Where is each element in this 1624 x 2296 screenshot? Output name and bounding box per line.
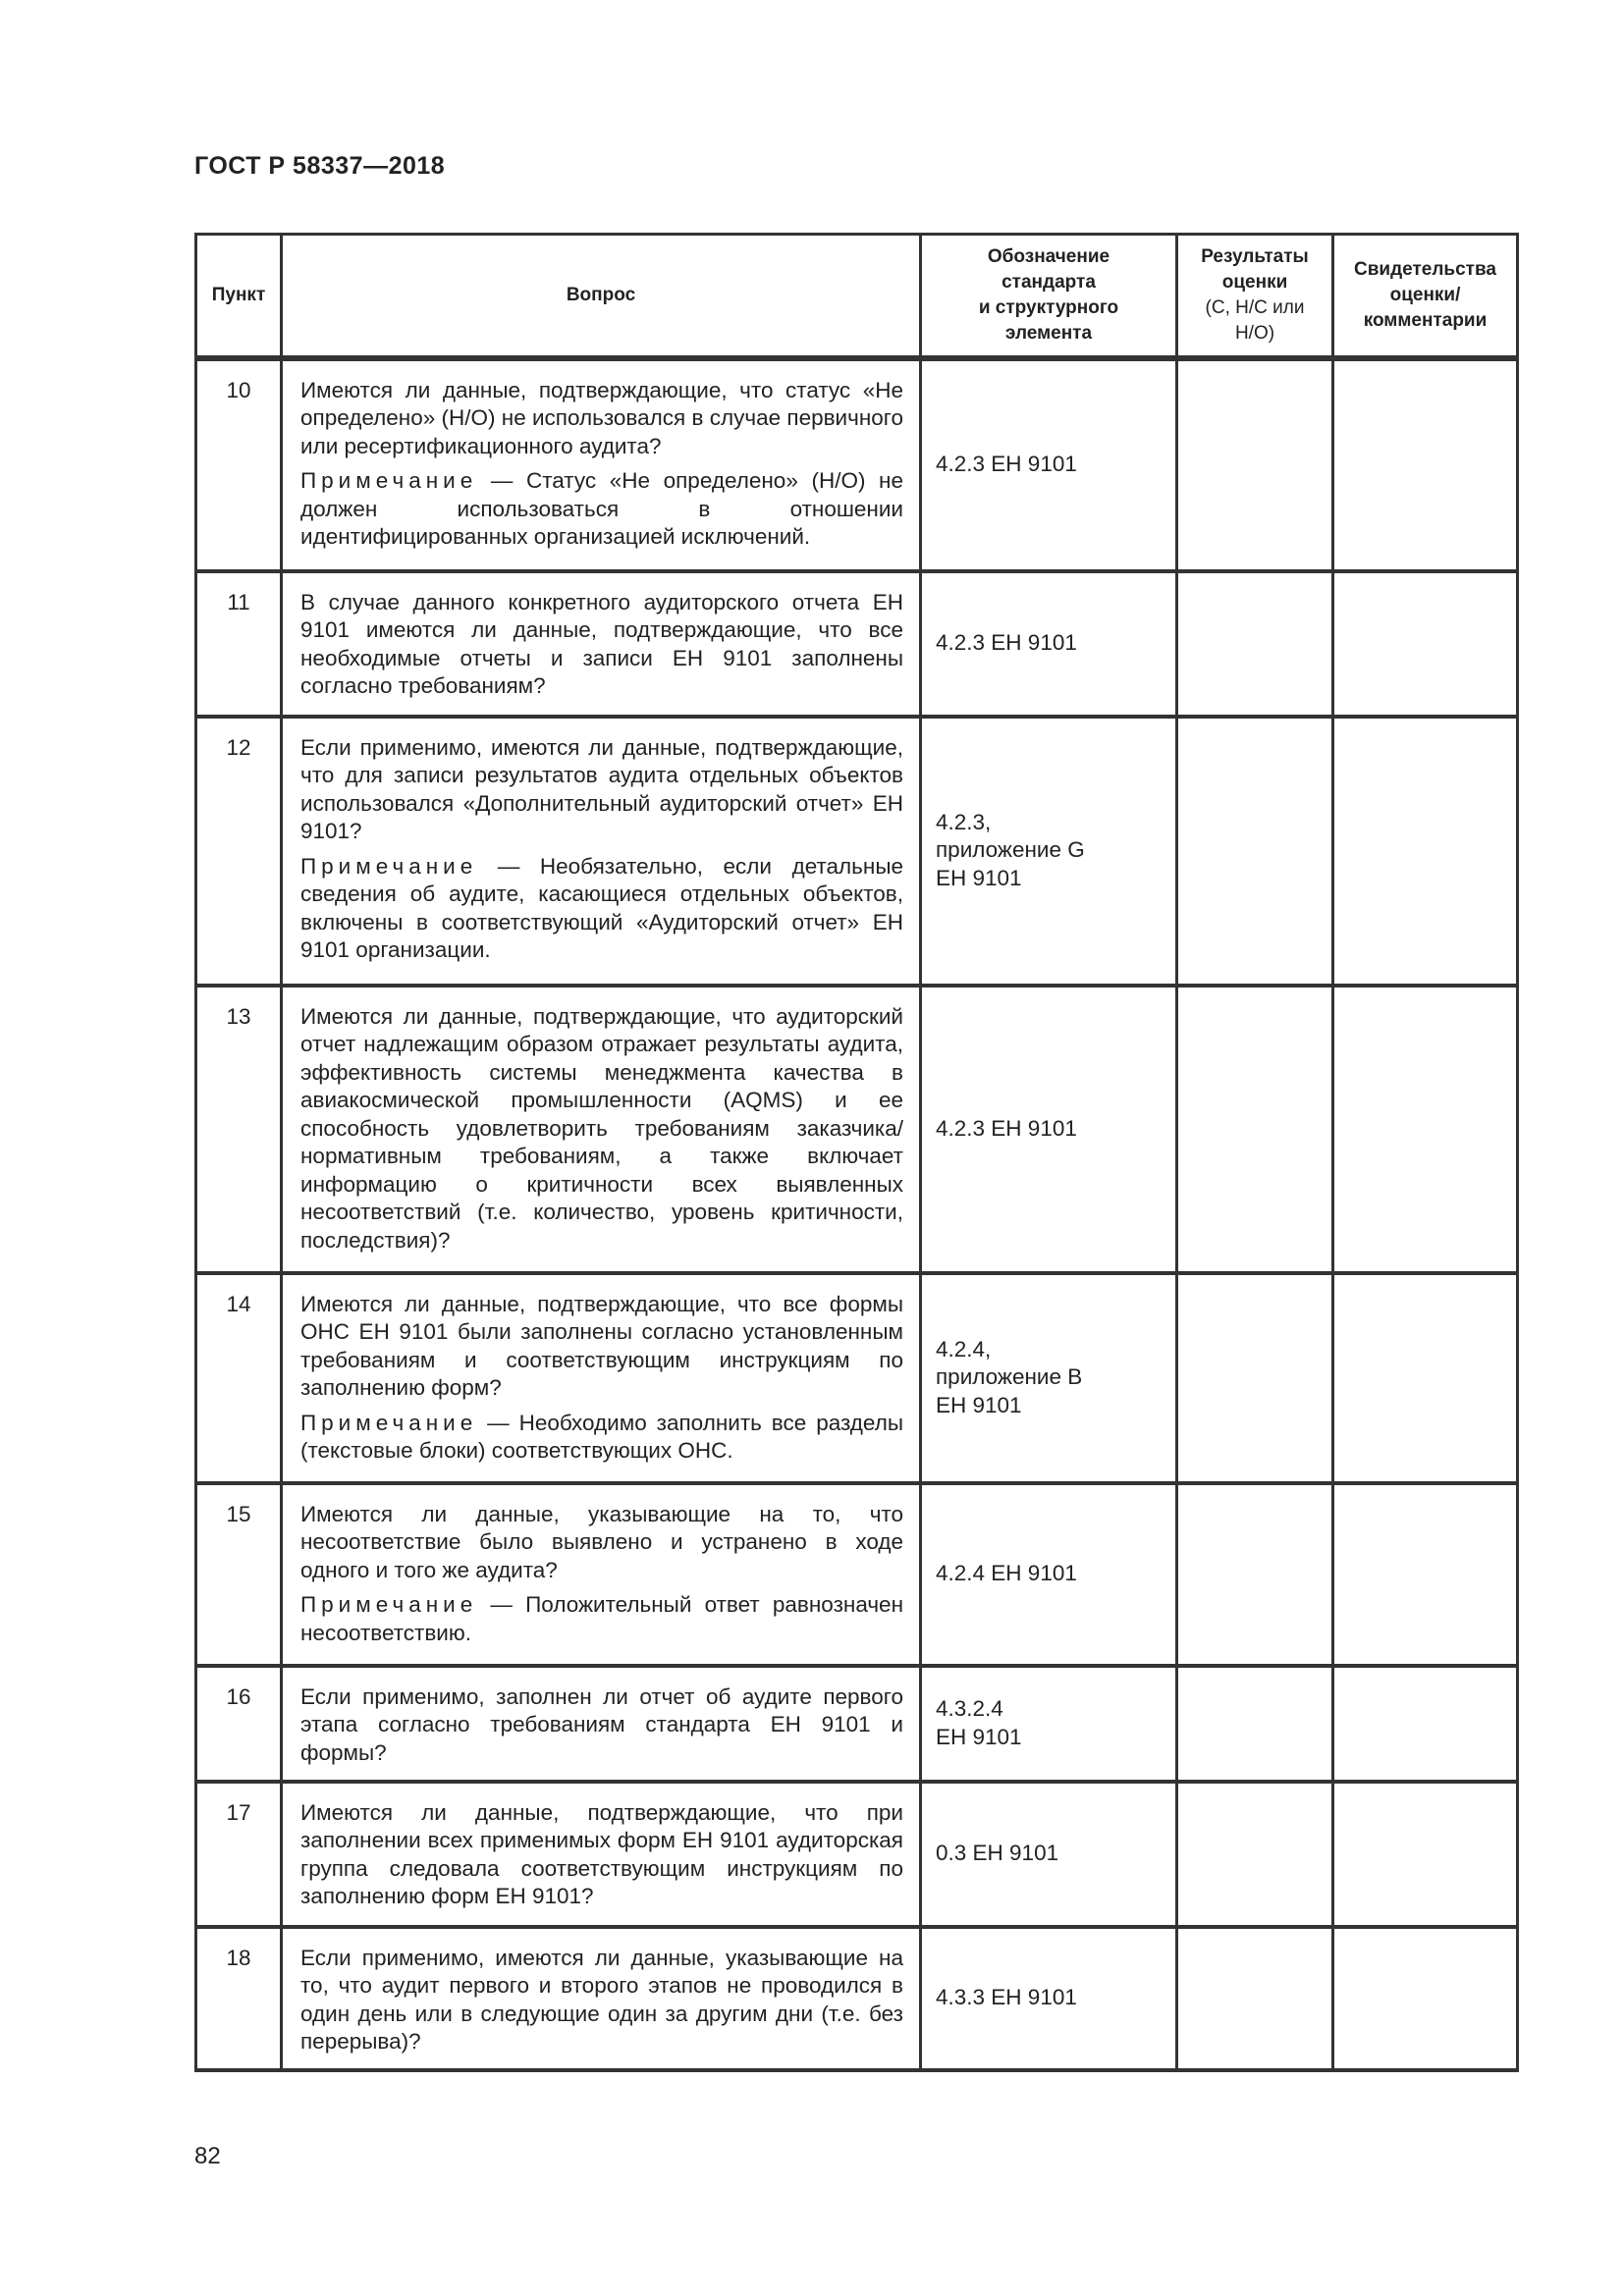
question-text: Если применимо, имеются ли данные, подтверждающие, что для записи результатов аудита отдельных объектов использовался «Дополнительный аудиторский отчет» ЕН 9101?	[300, 734, 903, 843]
table-row	[196, 1927, 1518, 2070]
table-header-row	[196, 235, 1518, 358]
evidence-cell[interactable]	[1333, 1782, 1518, 1927]
reference-cell: 4.2.3 ЕН 9101	[921, 358, 1177, 571]
question-cell	[282, 986, 921, 1273]
note-text: — Необязательно, если детальные сведения об аудите, касающиеся отдельных объектов, включены в соответствующий «Аудиторский отчет» ЕН 9101 организации.	[300, 853, 903, 962]
note	[300, 1410, 903, 1466]
note	[300, 853, 903, 965]
question-text: Имеются ли данные, подтверждающие, что статус «Не определено» (Н/О) не использовался в случае первичного или ресертификационного аудита?	[300, 377, 903, 458]
item-number: 12	[196, 717, 282, 986]
note-label: Примечание	[300, 853, 478, 879]
question-cell	[282, 1927, 921, 2070]
question-text: Имеются ли данные, указывающие на то, что несоответствие было выявлено и устранено в ходе одного и того же аудита?	[300, 1501, 903, 1582]
note	[300, 467, 903, 552]
item-number: 18	[196, 1927, 282, 2070]
question-text: Имеются ли данные, подтверждающие, что при заполнении всех применимых форм ЕН 9101 аудиторская группа следовала соответствующим инструкциям по заполнению форм ЕН 9101?	[300, 1799, 903, 1908]
note-label: Примечание	[300, 1592, 478, 1617]
item-number: 17	[196, 1782, 282, 1927]
reference-cell: 0.3 ЕН 9101	[921, 1782, 1177, 1927]
results-cell[interactable]	[1177, 717, 1333, 986]
question-text: Имеются ли данные, подтверждающие, что все формы ОНС ЕН 9101 были заполнены согласно установленным требованиям и соответствующим инструкциям по заполнению форм?	[300, 1291, 903, 1400]
question-text: Если применимо, имеются ли данные, указывающие на то, что аудит первого и второго этапов не проводился в один день или в следующие один за другим дни (т.е. без перерыва)?	[300, 1945, 903, 2054]
reference-cell: 4.2.4, приложение В ЕН 9101	[921, 1273, 1177, 1483]
results-cell[interactable]	[1177, 1666, 1333, 1782]
document-code-header: ГОСТ Р 58337—2018	[194, 152, 446, 180]
item-number: 16	[196, 1666, 282, 1782]
item-number: 11	[196, 571, 282, 717]
table-row	[196, 1483, 1518, 1666]
evidence-cell[interactable]	[1333, 358, 1518, 571]
reference-cell: 4.3.2.4 ЕН 9101	[921, 1666, 1177, 1782]
evidence-cell[interactable]	[1333, 1273, 1518, 1483]
question-cell	[282, 1273, 921, 1483]
reference-cell: 4.2.4 ЕН 9101	[921, 1483, 1177, 1666]
item-number: 10	[196, 358, 282, 571]
column-header-reference: Обозначение стандарта и структурного элемента	[921, 235, 1177, 358]
column-header-question: Вопрос	[282, 235, 921, 358]
results-cell[interactable]	[1177, 1927, 1333, 2070]
evidence-cell[interactable]	[1333, 717, 1518, 986]
evidence-cell[interactable]	[1333, 1927, 1518, 2070]
item-number: 15	[196, 1483, 282, 1666]
question-text: Имеются ли данные, подтверждающие, что аудиторский отчет надлежащим образом отражает результаты аудита, эффективность системы менеджмента качества в авиакосмической промышленности (AQMS) и ее способность удовлетворить требованиям заказчика/нормативным требованиям, а также включает информацию о критичности всех выявленных несоответствий (т.е. количество, уровень критичности, последствия)?	[300, 1003, 903, 1253]
item-number: 14	[196, 1273, 282, 1483]
question-text: Если применимо, заполнен ли отчет об аудите первого этапа согласно требованиям стандарта ЕН 9101 и формы?	[300, 1683, 903, 1765]
table-row	[196, 1273, 1518, 1483]
results-cell[interactable]	[1177, 358, 1333, 571]
reference-cell: 4.2.3, приложение G ЕН 9101	[921, 717, 1177, 986]
results-cell[interactable]	[1177, 1782, 1333, 1927]
table-row	[196, 571, 1518, 717]
results-cell[interactable]	[1177, 571, 1333, 717]
results-cell[interactable]	[1177, 1273, 1333, 1483]
note-label: Примечание	[300, 1410, 478, 1435]
column-header-results: Результаты оценки (С, Н/С или Н/О)	[1177, 235, 1333, 358]
question-cell	[282, 717, 921, 986]
question-text: В случае данного конкретного аудиторского отчета ЕН 9101 имеются ли данные, подтверждающие, что все необходимые отчеты и записи ЕН 9101 заполнены согласно требованиям?	[300, 589, 903, 698]
item-number: 13	[196, 986, 282, 1273]
table-row	[196, 358, 1518, 571]
table-row	[196, 1666, 1518, 1782]
table-row	[196, 1782, 1518, 1927]
evidence-cell[interactable]	[1333, 571, 1518, 717]
question-cell	[282, 1782, 921, 1927]
table-row	[196, 717, 1518, 986]
note-label: Примечание	[300, 468, 478, 493]
question-cell	[282, 571, 921, 717]
question-cell	[282, 1666, 921, 1782]
evidence-cell[interactable]	[1333, 1666, 1518, 1782]
question-cell	[282, 1483, 921, 1666]
evidence-cell[interactable]	[1333, 1483, 1518, 1666]
audit-checklist-table	[194, 233, 1519, 2072]
results-cell[interactable]	[1177, 1483, 1333, 1666]
note	[300, 1591, 903, 1647]
column-header-item: Пункт	[196, 235, 282, 358]
reference-cell: 4.3.3 ЕН 9101	[921, 1927, 1177, 2070]
note-text: — Необходимо заполнить все разделы (текстовые блоки) соответствующих ОНС.	[300, 1410, 903, 1463]
reference-cell: 4.2.3 ЕН 9101	[921, 986, 1177, 1273]
evidence-cell[interactable]	[1333, 986, 1518, 1273]
table-row	[196, 986, 1518, 1273]
page-number: 82	[194, 2143, 221, 2169]
question-cell	[282, 358, 921, 571]
column-header-evidence: Свидетельства оценки/ комментарии	[1333, 235, 1518, 358]
results-cell[interactable]	[1177, 986, 1333, 1273]
reference-cell: 4.2.3 ЕН 9101	[921, 571, 1177, 717]
note-text: — Статус «Не определено» (Н/О) не должен использоваться в отношении идентифицированных организацией исключений.	[300, 468, 903, 549]
note-text: — Положительный ответ равнозначен несоответствию.	[300, 1592, 903, 1645]
